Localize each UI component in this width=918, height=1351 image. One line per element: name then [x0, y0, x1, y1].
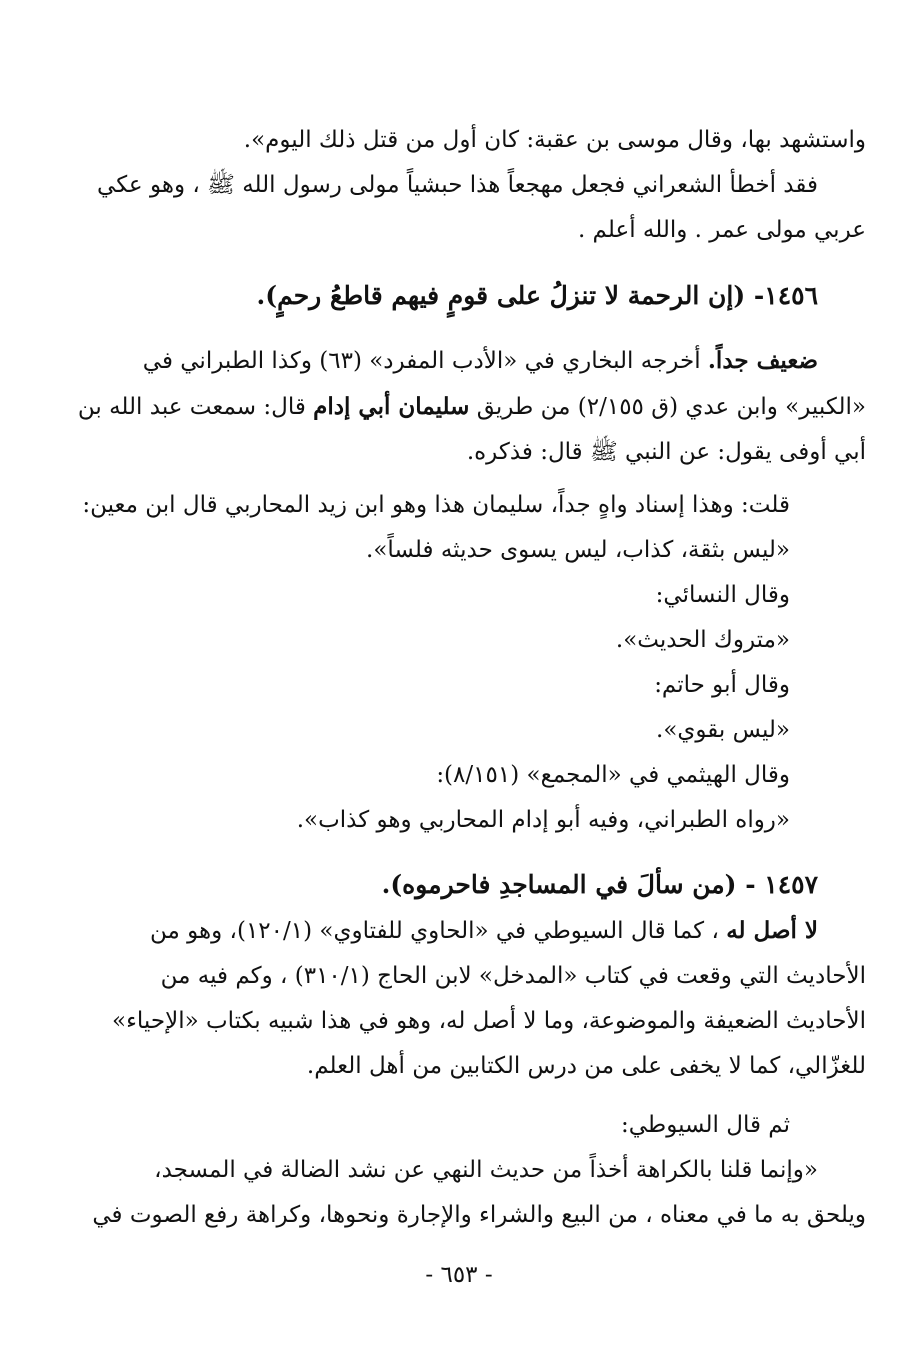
text-line: ثم قال السيوطي:: [620, 1112, 790, 1138]
text-line: فقد أخطأ الشعراني فجعل مهجعاً هذا حبشياً مولى رسول الله ﷺ ، وهو عكي: [97, 172, 818, 198]
text-line: «وإنما قلنا بالكراهة أخذاً من حديث النهي عن نشد الضالة في المسجد،: [154, 1157, 818, 1183]
text-line: ويلحق به ما في معناه ، من البيع والشراء والإجارة ونحوها، وكراهة رفع الصوت في: [92, 1202, 866, 1228]
hadith-1456-commentary: [46, 483, 866, 843]
text-span: «الكبير» وابن عدي (ق ٢/١٥٥) من طريق: [469, 394, 866, 420]
text-line: «ليس بثقة، كذاب، ليس يسوى حديثه فلساً».: [366, 537, 790, 563]
text-line: قلت: وهذا إسناد واهٍ جداً، سليمان هذا وهو ابن زيد المحاربي قال ابن معين:: [82, 492, 790, 518]
text-line: «متروك الحديث».: [615, 627, 790, 653]
hadith-1457-heading: [46, 862, 866, 907]
hadith-1456-takhrij: [46, 338, 866, 475]
grade-label: لا أصل له: [726, 917, 818, 944]
page-number: - ٦٥٣ -: [425, 1262, 493, 1288]
hadith-1457-commentary: [46, 1103, 866, 1238]
text-span: ، كما قال السيوطي في «الحاوي للفتاوي» (١٢٠/١)، وهو من: [149, 918, 727, 944]
text-line: «ليس بقوي».: [656, 717, 790, 743]
text-line: للغزّالي، كما لا يخفى على من درس الكتابين من أهل العلم.: [306, 1053, 866, 1079]
text-line: وقال الهيثمي في «المجمع» (٨/١٥١):: [436, 762, 790, 788]
text-line: وقال أبو حاتم:: [654, 672, 790, 698]
text-line: [46, 908, 866, 954]
text-line: واستشهد بها، وقال موسى بن عقبة: كان أول من قتل ذلك اليوم».: [243, 127, 866, 153]
text-span: قال: سمعت عبد الله بن: [77, 394, 314, 420]
hadith-1456-heading: [46, 273, 866, 318]
text-line: وقال النسائي:: [655, 582, 790, 608]
text-line: عربي مولى عمر . والله أعلم .: [577, 217, 866, 243]
text-line: [46, 384, 866, 430]
hadith-title: ١٤٥٦- (إن الرحمة لا تنزلُ على قومٍ فيهم قاطعُ رحمٍ).: [256, 281, 818, 310]
text-line: الأحاديث الضعيفة والموضوعة، وما لا أصل له، وهو في هذا شبيه بكتاب «الإحياء»: [112, 1008, 866, 1034]
text-line: [46, 338, 866, 384]
narrator-name: سليمان أبي إدام: [313, 393, 470, 420]
text-span: أخرجه البخاري في «الأدب المفرد» (٦٣) وكذا الطبراني في: [142, 348, 708, 374]
text-line: أبي أوفى يقول: عن النبي ﷺ قال: فذكره.: [466, 439, 866, 465]
text-line: «رواه الطبراني، وفيه أبو إدام المحاربي وهو كذاب».: [296, 807, 790, 833]
grade-label: ضعيف جداً.: [707, 347, 818, 374]
text-line: الأحاديث التي وقعت في كتاب «المدخل» لابن الحاج (٣١٠/١) ، وكم فيه من: [160, 963, 866, 989]
hadith-1457-takhrij: [46, 908, 866, 1089]
paragraph-top: [46, 118, 866, 253]
hadith-title: ١٤٥٧ - (من سألَ في المساجدِ فاحرموه).: [381, 870, 818, 899]
